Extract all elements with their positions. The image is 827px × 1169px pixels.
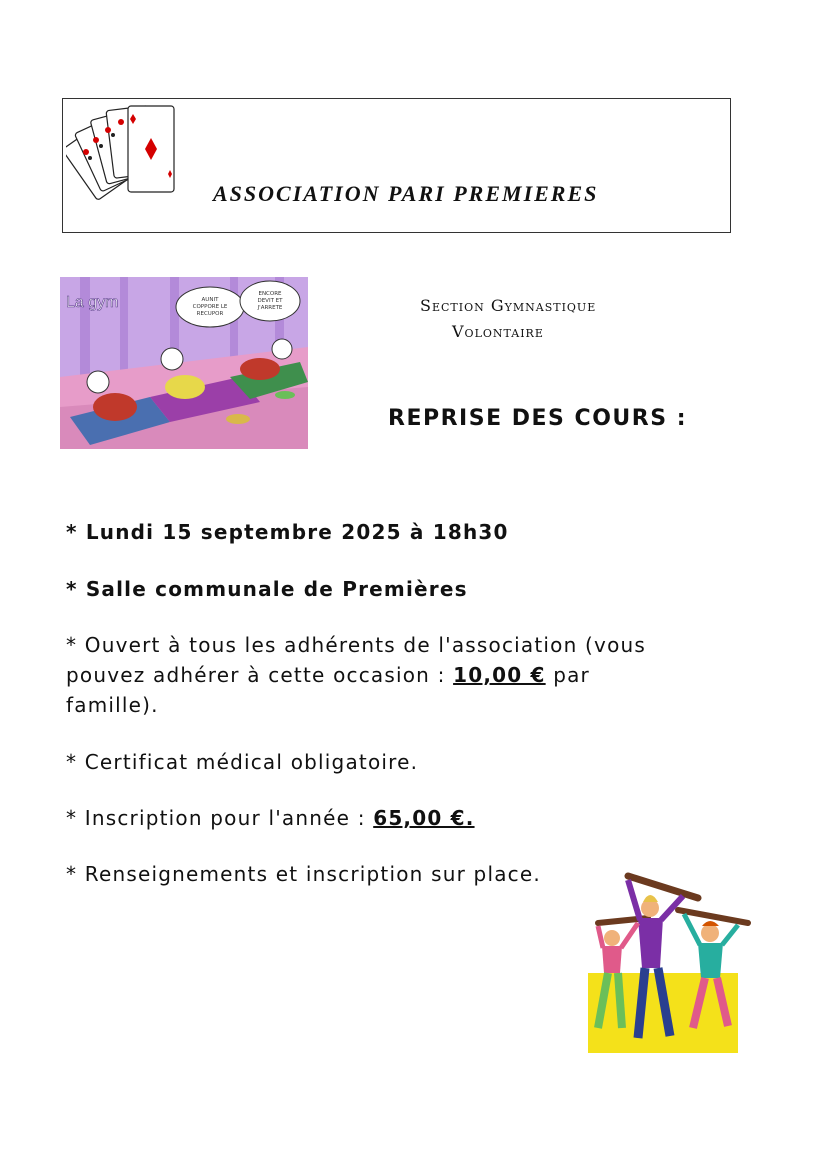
gym-cartoon-caption: La gym [66, 294, 119, 311]
inscription-line [66, 803, 746, 833]
inscription-fee: 65,00 €. [373, 806, 475, 830]
section-title-line2: Volontaire [452, 322, 544, 341]
info-line: * Renseignements et inscription sur place. [66, 862, 541, 886]
date-line: * Lundi 15 septembre 2025 à 18h30 [66, 520, 509, 544]
fitness-class-illustration [588, 868, 754, 1053]
venue-line: * Salle communale de Premières [66, 577, 468, 601]
bubble1-line1: AUNIT [201, 297, 219, 303]
membership-fee: 10,00 € [453, 663, 546, 687]
certificate-line: * Certificat médical obligatoire. [66, 750, 419, 774]
header-box [62, 98, 731, 233]
bubble2-line3: J'ARRETE [257, 305, 283, 311]
bubble2-line1: ENCORE [258, 291, 282, 297]
open-line-2-end: par [545, 663, 590, 687]
association-title: ASSOCIATION PARI PREMIERES [213, 181, 599, 206]
open-line-1: * Ouvert à tous les adhérents de l'association (vous [66, 633, 647, 657]
bubble2-line2: DEVIT ET [257, 298, 283, 304]
open-line-2-text: pouvez adhérer à cette occasion : [66, 663, 454, 687]
bubble1-line2: COPPORE LE [192, 304, 228, 310]
inscription-text: * Inscription pour l'année : [66, 806, 374, 830]
section-title-line1: Section Gymnastique [420, 296, 597, 315]
open-line-2 [66, 660, 746, 690]
reprise-heading: REPRISE DES COURS : [388, 406, 687, 431]
playing-cards-icon [66, 102, 178, 200]
gym-cartoon-illustration [60, 277, 308, 449]
bubble1-line3: RECUPOR [196, 311, 224, 317]
open-line-3: famille). [66, 693, 159, 717]
